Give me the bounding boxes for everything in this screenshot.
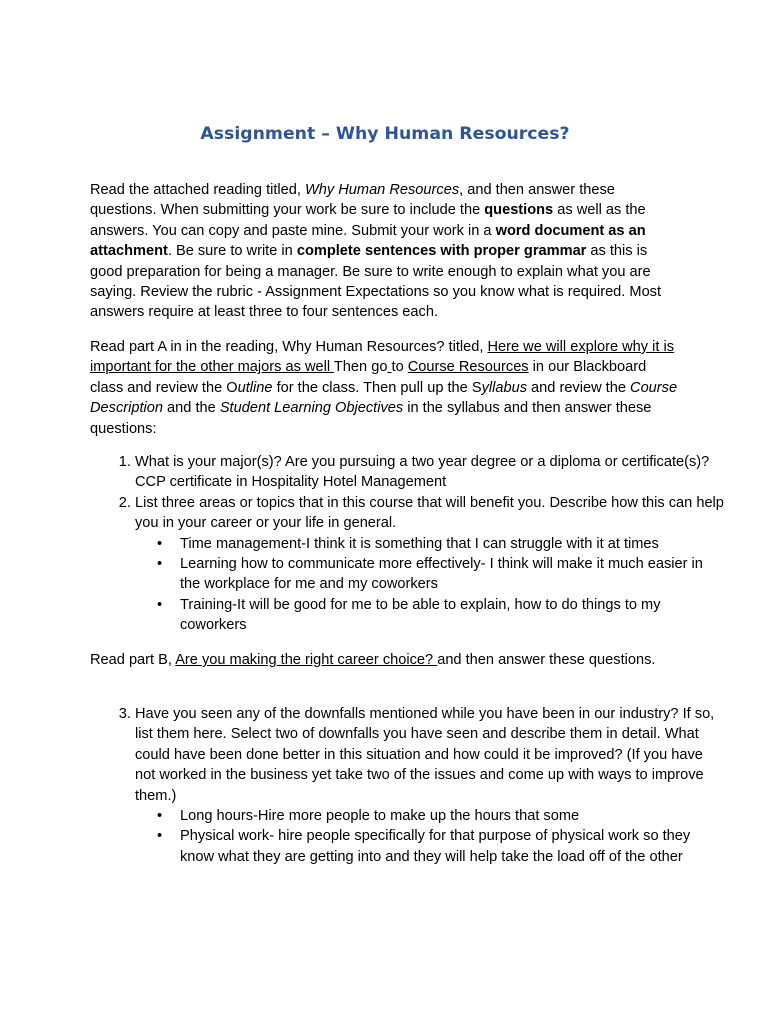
course-description-emphasis: Course Description [90, 379, 678, 417]
answer-bullet: • Time management-I think it is something that I can struggle with it at times [180, 534, 725, 554]
course-resources-link: Course Resources [407, 359, 529, 376]
questions-list-a [90, 452, 725, 636]
part-a-text: for the class. Then pull up the S [272, 379, 482, 396]
intro-text: . Be sure to write in [167, 243, 297, 260]
answer-bullets [135, 534, 725, 636]
part-b-section-link: Are you making the right career choice? [175, 652, 438, 668]
reading-title: Why Human Resources [305, 182, 460, 198]
syllabus-emphasis: yllabus [481, 379, 527, 396]
part-b-paragraph [90, 650, 680, 670]
answer-bullets [135, 806, 725, 867]
question-item [135, 493, 725, 636]
answer-bullet: • Physical work- hire people specifically for that purpose of physical work so they know what they are getting into and they will help take the load off of the other [180, 826, 725, 867]
questions-list-b [90, 704, 725, 867]
part-a-text: Read part A in in the reading, Why Human Resources? titled, [90, 339, 488, 355]
part-b-text: and then answer these questions. [437, 652, 656, 668]
emphasis-complete-sentences: complete sentences with proper grammar [296, 243, 587, 260]
question-item [135, 452, 725, 493]
question-item [135, 704, 725, 867]
emphasis-word-document: word document as an attachment [90, 222, 646, 260]
answer-bullet: • Long hours-Hire more people to make up the hours that some [180, 806, 725, 826]
answer-bullet: • Training-It will be good for me to be able to explain, how to do things to my coworkers [180, 595, 725, 636]
intro-paragraph [90, 180, 680, 323]
assignment-title: Assignment – Why Human Resources? [200, 124, 570, 144]
part-a-text: and review the [527, 379, 631, 396]
answer-bullet: • Learning how to communicate more effectively- I think will make it much easier in the workplace for me and my coworkers [180, 554, 725, 595]
outline-emphasis: utline [237, 379, 273, 396]
emphasis-questions: questions [484, 202, 554, 219]
part-a-text: and the [163, 400, 220, 417]
intro-text: Read the attached reading titled, [90, 182, 306, 198]
part-a-paragraph [90, 337, 680, 439]
question-text: What is your major(s)? Are you pursuing a two year degree or a diploma or certificate(s)? CCP certificate in Hospitality Hotel Management [135, 454, 710, 491]
intro-text: as well as the answers. You can copy and paste mine. Submit your work in a [90, 202, 646, 239]
intro-text: as this is good preparation for being a manager. Be sure to write enough to explain what you are saying. Review the rubric - Assignment Expectations so you know what is required. Most answers require at least three to four sentences each. [90, 243, 662, 321]
part-a-text: in our Blackboard class and review the O [90, 359, 647, 396]
part-a-text: Then go [333, 359, 388, 376]
part-a-text: in the syllabus and then answer these questions: [90, 400, 652, 437]
question-text: Have you seen any of the downfalls mentioned while you have been in our industry? If so, list them here. Select two of downfalls you have seen and describe them in detail. What could have been done better in this situation and how could it be improved? (If you have not worked in the business yet take two of the issues and come up with ways to improve them.) [135, 706, 715, 804]
part-a-text: to [391, 359, 408, 376]
question-text: List three areas or topics that in this course that will benefit you. Describe how this can help you in your career or your life in general. [135, 494, 724, 532]
intro-text: , and then answer these questions. When submitting your work be sure to include the [90, 182, 615, 219]
part-b-text: Read part B, [90, 652, 176, 668]
part-a-section-link: Here we will explore why it is important for the other majors as well [90, 339, 675, 376]
learning-objectives-emphasis: Student Learning Objectives [219, 400, 404, 417]
